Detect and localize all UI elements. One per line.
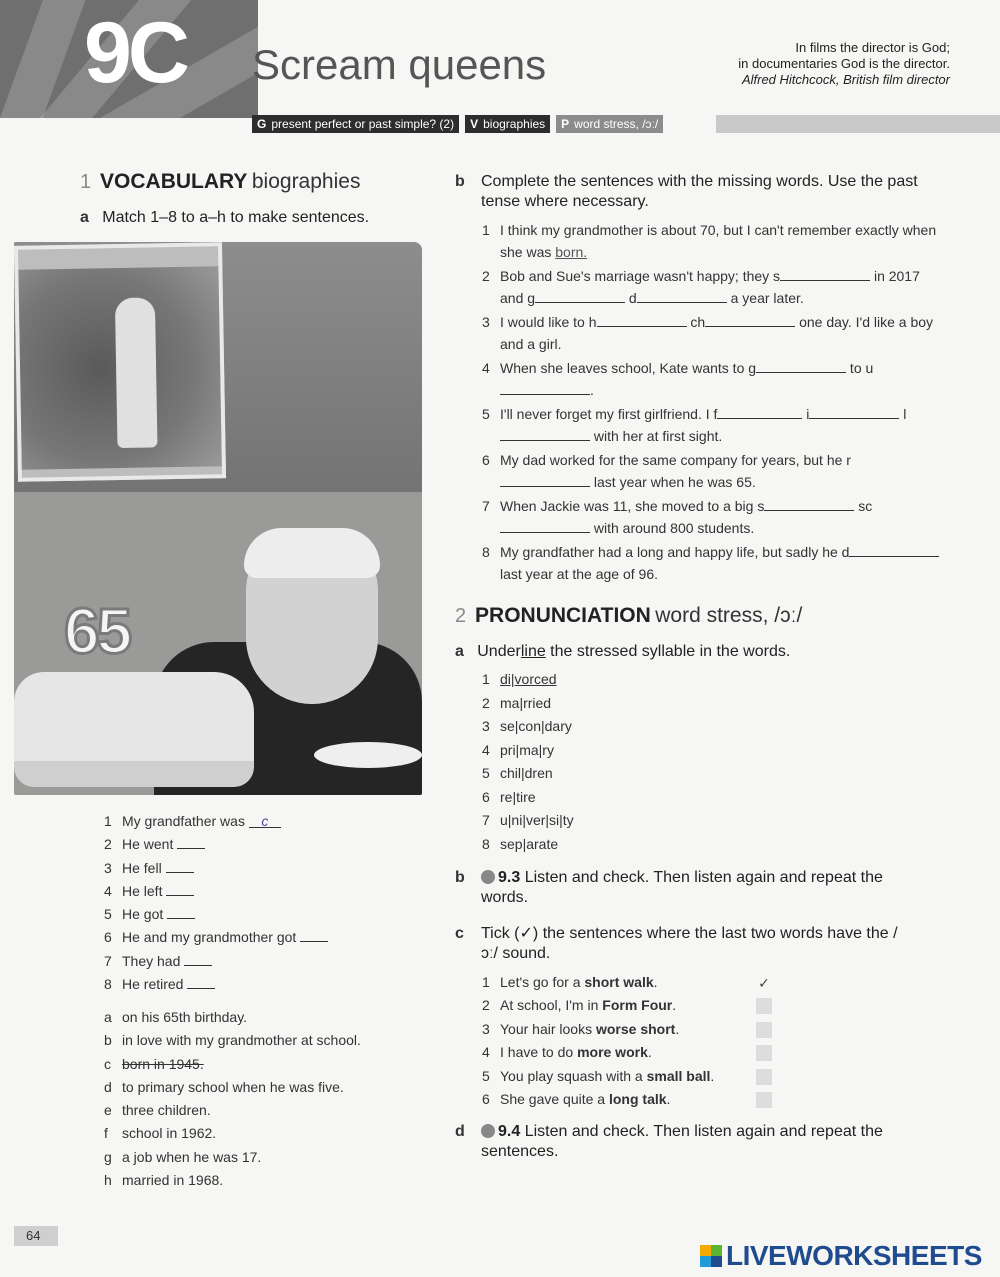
- list-item: [104, 973, 328, 996]
- item-text: born in 1945.: [122, 1055, 204, 1072]
- answer-blank[interactable]: [300, 928, 328, 942]
- answer-blank[interactable]: [166, 859, 194, 873]
- item-number: 1: [104, 813, 112, 829]
- sentence-text: .: [672, 997, 677, 1014]
- exercise-letter: d: [455, 1123, 465, 1140]
- syllable-word[interactable]: u|ni|ver|si|ty: [500, 812, 574, 828]
- sentence-text: I have to do: [500, 1044, 578, 1061]
- sentence-item: [482, 312, 940, 355]
- item-number: 3: [104, 859, 112, 876]
- syllable-word[interactable]: pri|ma|ry: [500, 741, 554, 758]
- item-number: 3: [482, 718, 490, 734]
- key-words: Form Four: [602, 997, 673, 1014]
- list-item: [104, 1169, 361, 1192]
- item-letter: b: [104, 1032, 112, 1049]
- example-answer: born.: [555, 243, 588, 260]
- item-letter: h: [104, 1172, 112, 1189]
- item-number: 2: [104, 836, 112, 853]
- tag-grammar: [252, 115, 459, 133]
- instruction-text: Complete the sentences with the missing words. Use the past tense where necessary.: [481, 173, 918, 210]
- answer-blank[interactable]: c: [249, 814, 281, 828]
- sentence-text: At school, I'm in: [500, 997, 603, 1014]
- item-text: He went: [122, 836, 174, 853]
- instruction-text: the stressed syllable in the words.: [545, 643, 791, 660]
- list-item: [104, 1122, 361, 1145]
- section-subtitle: biographies: [251, 170, 361, 193]
- sentence-text: with around 800 students.: [590, 519, 755, 536]
- list-item: [104, 950, 328, 973]
- exercise-2c-instruction: [455, 924, 905, 964]
- audio-icon[interactable]: [481, 870, 495, 884]
- key-words: small ball: [646, 1067, 711, 1084]
- answer-blank[interactable]: [849, 543, 939, 557]
- item-number: 4: [482, 741, 490, 758]
- tick-box[interactable]: [756, 1092, 772, 1108]
- item-number: 6: [482, 1091, 490, 1108]
- sentence-text: When she leaves school, Kate wants to g: [500, 360, 757, 376]
- answer-blank[interactable]: [717, 405, 802, 419]
- sentence-text: I'll never forget my first girlfriend. I f: [500, 406, 718, 422]
- tick-sentences: [482, 971, 772, 1111]
- item-text: They had: [122, 952, 181, 969]
- answer-blank[interactable]: [167, 905, 195, 919]
- item-number: 3: [482, 1020, 490, 1037]
- page-number: 64: [14, 1226, 58, 1246]
- item-number: 5: [482, 406, 490, 422]
- sentence-text: .: [647, 1044, 652, 1061]
- word-item: [482, 739, 574, 763]
- instruction-text: line: [520, 643, 546, 660]
- sentence-item: [482, 542, 940, 585]
- item-text: three children.: [122, 1102, 211, 1119]
- section-subtitle: word stress, /ɔː/: [655, 604, 803, 627]
- instruction-text: Listen and check. Then listen again and repeat the words.: [481, 869, 883, 906]
- item-text: He fell: [122, 859, 162, 876]
- word-item: [482, 692, 574, 716]
- sentence-text: When Jackie was 11, she moved to a big s: [500, 498, 765, 514]
- stress-word-list: [482, 668, 574, 856]
- list-item: [104, 903, 328, 926]
- answer-blank[interactable]: [500, 473, 590, 487]
- tag-label: word stress, /ɔː/: [574, 117, 659, 131]
- sentence-item: [482, 404, 940, 447]
- item-number: 6: [482, 452, 490, 468]
- quote-author: Alfred Hitchcock, British film director: [741, 72, 950, 87]
- list-item: [104, 1099, 361, 1122]
- word-item: [482, 786, 574, 810]
- item-number: 5: [482, 1067, 490, 1084]
- sentence-text: last year at the age of 96.: [500, 565, 658, 582]
- syllable-word[interactable]: re|tire: [500, 788, 536, 805]
- item-letter: d: [104, 1078, 112, 1095]
- sentence-text: ch: [686, 314, 706, 330]
- page-title: Scream queens: [252, 41, 547, 88]
- key-words: short walk: [584, 974, 654, 990]
- list-item: [104, 880, 328, 903]
- sentence-text: You play squash with a: [500, 1067, 647, 1084]
- item-text: He and my grandmother got: [122, 929, 297, 946]
- unit-number: 9C: [84, 5, 186, 101]
- item-letter: f: [104, 1125, 108, 1142]
- tag-label: present perfect or past simple? (2): [271, 117, 455, 131]
- exercise-2a-instruction: [455, 642, 790, 662]
- item-text: He left: [122, 882, 163, 899]
- item-number: 5: [104, 906, 112, 923]
- item-number: 4: [482, 360, 490, 376]
- gap-fill-sentences: [482, 220, 940, 585]
- exercise-letter: a: [80, 209, 89, 226]
- tag-key: V: [470, 117, 479, 131]
- answer-blank[interactable]: [166, 882, 194, 896]
- answer-blank[interactable]: [184, 952, 212, 966]
- item-number: 1: [482, 974, 490, 990]
- word-item: [482, 809, 574, 833]
- tick-row: [482, 1065, 772, 1088]
- sentence-text: in 2017 and g: [500, 268, 920, 306]
- item-text: to primary school when he was five.: [122, 1078, 344, 1095]
- liveworksheets-icon: [700, 1245, 722, 1267]
- exercise-1a-instruction: [80, 208, 369, 228]
- item-text: He got: [122, 906, 164, 923]
- sentence-text: My grandfather had a long and happy life, but sadly he d: [500, 544, 850, 560]
- birthday-cake: [14, 672, 254, 787]
- tag-vocabulary: [465, 115, 550, 133]
- match-prompts: [104, 810, 328, 996]
- instruction-text: Match 1–8 to a–h to make sentences.: [102, 209, 370, 226]
- childhood-photo: [14, 242, 226, 482]
- number-candles: 65: [64, 595, 130, 667]
- item-text: on his 65th birthday.: [122, 1009, 248, 1025]
- item-number: 2: [482, 694, 490, 711]
- sentence-text: a year later.: [726, 289, 804, 306]
- instruction-text: Listen and check. Then listen again and repeat the sentences.: [481, 1123, 883, 1160]
- item-text: He retired: [122, 976, 184, 993]
- tag-key: P: [561, 117, 570, 131]
- exercise-letter: c: [455, 925, 464, 942]
- syllable-word[interactable]: sep|arate: [500, 835, 559, 852]
- answer-blank[interactable]: [705, 313, 795, 327]
- exercise-2d-instruction: [455, 1122, 925, 1162]
- tick-box[interactable]: ✓: [758, 975, 770, 991]
- word-item: [482, 668, 574, 692]
- list-item: [104, 1053, 361, 1076]
- sentence-text: one day. I'd like a boy and a girl.: [500, 314, 934, 352]
- item-number: 7: [482, 498, 490, 514]
- section-number: 2: [455, 605, 467, 627]
- syllable-word[interactable]: chil|dren: [500, 765, 553, 781]
- exercise-letter: b: [455, 173, 465, 190]
- answer-blank[interactable]: [500, 427, 590, 441]
- list-item: [104, 857, 328, 880]
- tick-row: [482, 994, 772, 1017]
- section-title: VOCABULARY: [100, 170, 248, 193]
- sentence-text: She gave quite a: [500, 1091, 609, 1108]
- sentence-text: I would like to h: [500, 314, 597, 330]
- item-number: 4: [104, 882, 112, 899]
- list-item: [104, 926, 328, 949]
- item-number: 3: [482, 314, 490, 330]
- audio-track: 9.3: [498, 869, 521, 886]
- tick-box[interactable]: [756, 1022, 772, 1038]
- answer-blank[interactable]: [500, 381, 590, 395]
- sentence-text: last year when he was 65.: [590, 473, 756, 490]
- sentence-text: .: [590, 381, 594, 398]
- sentence-item: [482, 220, 940, 263]
- syllable-word[interactable]: se|con|dary: [500, 718, 572, 734]
- sentence-text: My dad worked for the same company for years, but he r: [500, 452, 851, 468]
- word-item: [482, 762, 574, 786]
- sentence-text: d: [625, 289, 637, 306]
- sentence-item: [482, 358, 940, 401]
- item-number: 4: [482, 1044, 490, 1061]
- answer-blank[interactable]: [187, 975, 215, 989]
- answer-blank[interactable]: [780, 267, 870, 281]
- item-number: 8: [482, 544, 490, 560]
- item-number: 1: [482, 222, 490, 238]
- instruction-text: Under: [477, 643, 521, 660]
- exercise-letter: b: [455, 869, 465, 886]
- answer-blank[interactable]: [597, 313, 687, 327]
- sentence-text: sc: [854, 498, 873, 514]
- brand-name: LIVEWORKSHEETS: [726, 1240, 982, 1271]
- section-2-heading: [455, 604, 802, 628]
- tick-row: [482, 1041, 772, 1064]
- sentence-text: Bob and Sue's marriage wasn't happy; they s: [500, 268, 781, 284]
- sentence-text: .: [710, 1067, 715, 1084]
- instruction-text: Tick (✓) the sentences where the last two words have the /ɔː/ sound.: [481, 925, 898, 962]
- sentence-text: .: [675, 1020, 680, 1037]
- match-endings: [104, 1006, 361, 1192]
- sentence-item: [482, 450, 940, 493]
- item-letter: e: [104, 1102, 112, 1119]
- exercise-letter: a: [455, 643, 464, 660]
- sentence-text: with her at first sight.: [590, 427, 723, 444]
- liveworksheets-logo[interactable]: [700, 1240, 982, 1272]
- key-words: more work: [577, 1044, 648, 1061]
- section-title: PRONUNCIATION: [475, 604, 651, 627]
- list-item: [104, 833, 328, 856]
- item-number: 5: [482, 765, 490, 781]
- quote: [738, 40, 950, 88]
- list-item: [104, 1006, 361, 1029]
- item-number: 6: [104, 929, 112, 946]
- tag-pronunciation: [556, 115, 663, 133]
- list-item: [104, 810, 328, 833]
- tag-label: biographies: [483, 117, 546, 131]
- sentence-text: .: [666, 1091, 671, 1108]
- answer-blank[interactable]: [756, 359, 846, 373]
- audio-track: 9.4: [498, 1123, 521, 1140]
- item-number: 6: [482, 788, 490, 805]
- grandfather-photo: [14, 242, 422, 795]
- list-item: [104, 1076, 361, 1099]
- sentence-text: to u: [846, 360, 874, 376]
- sentence-text: Let's go for a: [500, 974, 585, 990]
- answer-blank[interactable]: [637, 289, 727, 303]
- item-number: 2: [482, 268, 490, 284]
- tick-box[interactable]: [756, 1069, 772, 1085]
- sentence-text: I think my grandmother is about 70, but I can't remember exactly when she was: [500, 222, 937, 260]
- item-text: school in 1962.: [122, 1125, 217, 1142]
- key-words: long talk: [608, 1091, 667, 1108]
- item-number: 1: [482, 671, 490, 687]
- item-number: 7: [482, 812, 490, 828]
- item-text: married in 1968.: [122, 1172, 224, 1189]
- word-item: [482, 833, 574, 857]
- key-words: worse short: [595, 1020, 676, 1037]
- answer-blank[interactable]: [764, 497, 854, 511]
- tick-box[interactable]: [756, 998, 772, 1014]
- sentence-text: .: [653, 974, 658, 990]
- exercise-1b-instruction: [455, 172, 935, 212]
- item-number: 8: [482, 835, 490, 852]
- sentence-text: l: [899, 406, 907, 422]
- section-number: 1: [80, 171, 92, 193]
- section-1-heading: [80, 170, 360, 194]
- quote-line: In films the director is God;: [795, 40, 950, 55]
- tag-bar-fill: [716, 115, 1000, 133]
- syllable-word[interactable]: ma|rried: [500, 694, 552, 711]
- list-item: [104, 1029, 361, 1052]
- item-text: in love with my grandmother at school.: [122, 1032, 361, 1049]
- tick-box[interactable]: [756, 1045, 772, 1061]
- item-number: 8: [104, 976, 112, 993]
- item-number: 2: [482, 997, 490, 1014]
- item-letter: g: [104, 1148, 112, 1165]
- tick-row: [482, 971, 772, 994]
- answer-blank[interactable]: [177, 835, 205, 849]
- quote-line: in documentaries God is the director.: [738, 56, 950, 71]
- answer-blank[interactable]: [535, 289, 625, 303]
- item-number: 7: [104, 952, 112, 969]
- item-letter: c: [104, 1055, 111, 1072]
- answer-blank[interactable]: [500, 519, 590, 533]
- item-text: My grandfather was: [122, 813, 245, 829]
- tag-key: G: [257, 117, 267, 131]
- sentence-text: i: [802, 406, 810, 422]
- answer-blank[interactable]: [809, 405, 899, 419]
- tick-row: [482, 1088, 772, 1111]
- list-item: [104, 1146, 361, 1169]
- item-text: a job when he was 17.: [122, 1148, 262, 1165]
- audio-icon[interactable]: [481, 1124, 495, 1138]
- sentence-item: [482, 266, 940, 309]
- syllable-word[interactable]: di|vorced: [500, 671, 557, 687]
- topic-tags: [252, 115, 663, 133]
- sentence-text: Your hair looks: [500, 1020, 596, 1037]
- item-letter: a: [104, 1009, 112, 1025]
- exercise-2b-instruction: [455, 868, 895, 908]
- sentence-item: [482, 496, 940, 539]
- tick-row: [482, 1018, 772, 1041]
- word-item: [482, 715, 574, 739]
